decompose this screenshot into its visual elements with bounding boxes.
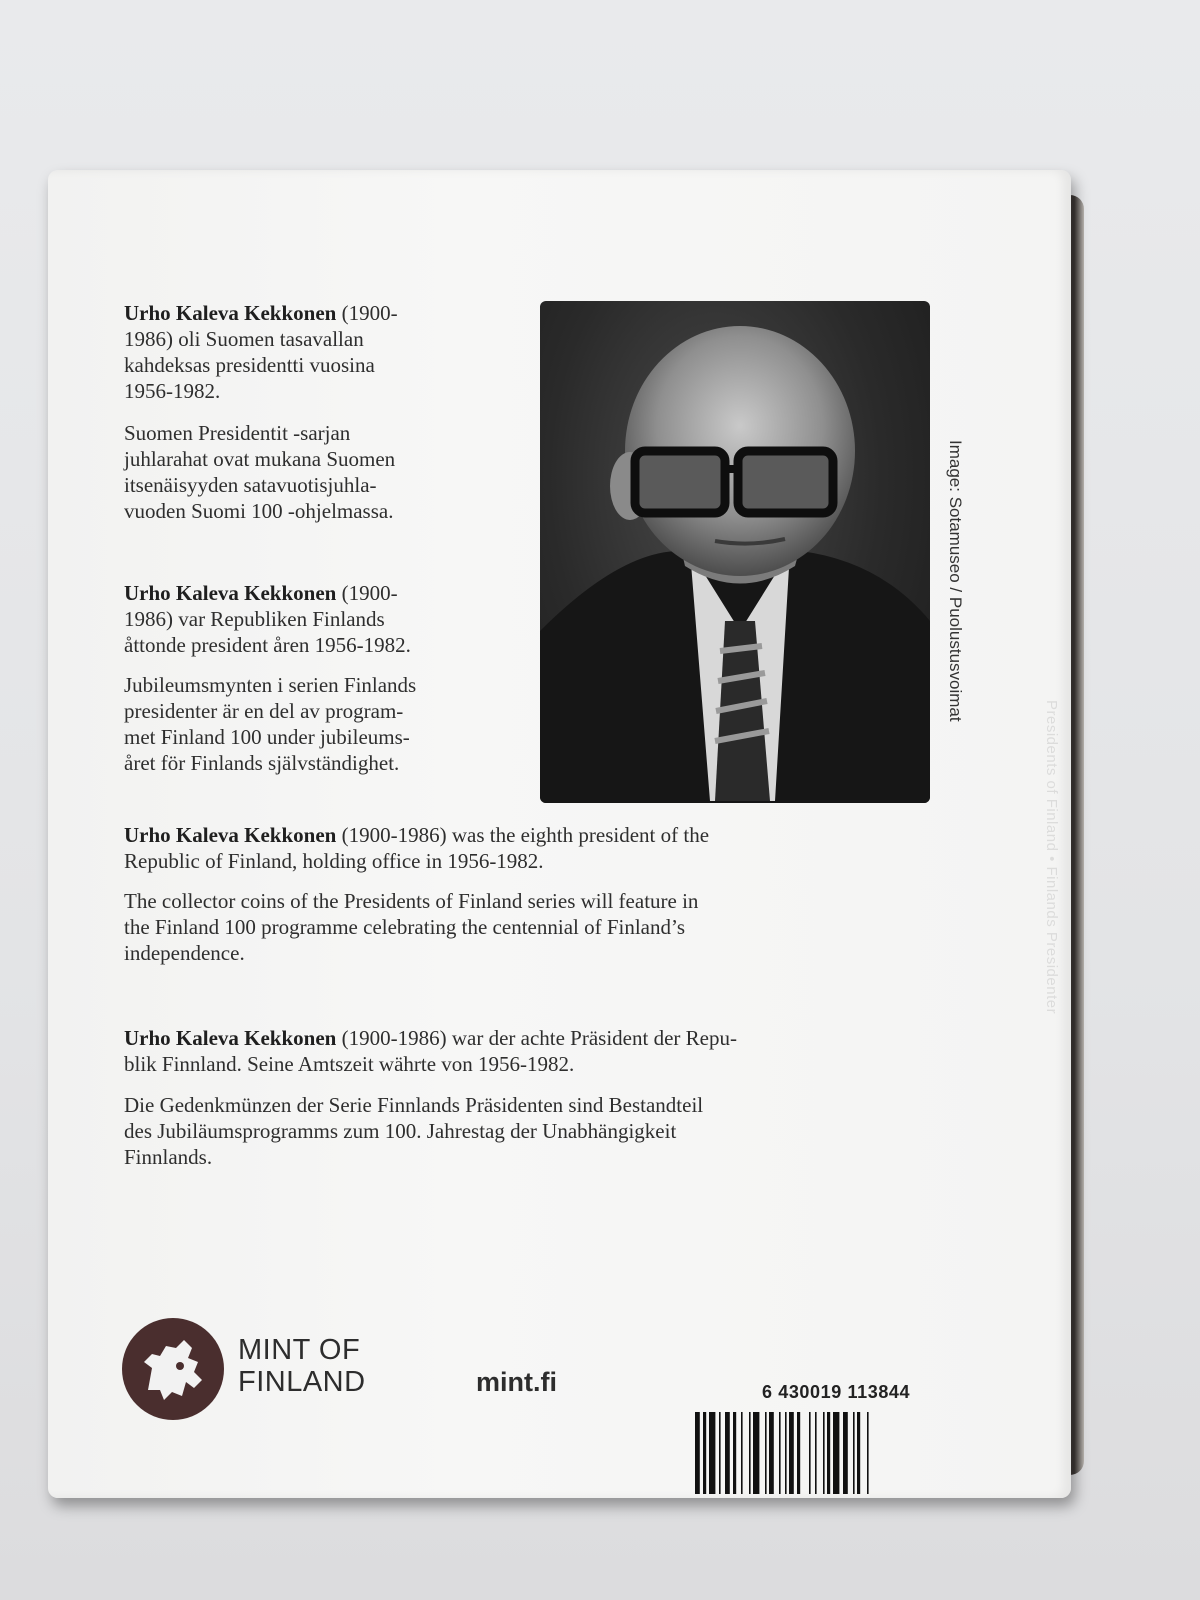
name-bold: Urho Kaleva Kekkonen (124, 301, 337, 325)
barcode-bar (815, 1412, 817, 1494)
text-finnish-intro: Urho Kaleva Kekkonen (1900- 1986) oli Suomen tasavallan kahdeksas presidentti vuosina 1956-1982. (124, 301, 398, 403)
mint-of-finland-wordmark: MINT OF FINLAND (238, 1334, 366, 1398)
barcode-bar (719, 1412, 721, 1494)
barcode-bar (769, 1412, 774, 1494)
photo-credit: Image: Sotamuseo / Puolustusvoimat (946, 440, 965, 722)
text-german-intro: Urho Kaleva Kekkonen (1900-1986) war der achte Präsident der Repu- blik Finnland. Seine Amtszeit währte von 1956-1982. (124, 1026, 737, 1076)
barcode-bar (741, 1412, 743, 1494)
barcode-bar (695, 1412, 700, 1494)
barcode-bar (785, 1412, 787, 1494)
barcode-bar (733, 1412, 736, 1494)
barcode-bar (765, 1412, 767, 1494)
barcode-bar (857, 1412, 860, 1494)
text-english-series: The collector coins of the Presidents of Finland series will feature in the Finland 100 programme celebrating the centennial of Finland’s independence. (124, 889, 699, 965)
text-swedish-intro: Urho Kaleva Kekkonen (1900- 1986) var Republiken Finlands åttonde president åren 1956-1982. (124, 581, 411, 657)
name-bold: Urho Kaleva Kekkonen (124, 823, 337, 847)
name-bold: Urho Kaleva Kekkonen (124, 1026, 337, 1050)
barcode-bar (827, 1412, 830, 1494)
mint-lion-logo-icon (122, 1318, 224, 1420)
barcode-bar (703, 1412, 706, 1494)
barcode-bar (867, 1412, 869, 1494)
spine-text: Presidents of Finland • Finlands Presidenter (1043, 700, 1060, 1015)
portrait-illustration (540, 301, 930, 803)
barcode-bar (779, 1412, 781, 1494)
barcode-bar (843, 1412, 848, 1494)
barcode (695, 1412, 945, 1494)
text-english-intro: Urho Kaleva Kekkonen (1900-1986) was the eighth president of the Republic of Finland, holding office in 1956-1982. (124, 823, 710, 873)
name-bold: Urho Kaleva Kekkonen (124, 581, 337, 605)
ean-number: 6 430019 113844 (762, 1382, 911, 1402)
barcode-bar (789, 1412, 794, 1494)
barcode-bar (833, 1412, 839, 1494)
barcode-bar (797, 1412, 800, 1494)
barcode-bar (749, 1412, 751, 1494)
portrait-photo (540, 301, 930, 803)
barcode-bar (725, 1412, 730, 1494)
barcode-bar (753, 1412, 759, 1494)
text-swedish-series: Jubileumsmynten i serien Finlands presidenter är en del av program- met Finland 100 under jubileums- året för Finlands självständighet. (124, 673, 417, 775)
text-german-series: Die Gedenkmünzen der Serie Finnlands Präsidenten sind Bestandteil des Jubiläumsprogramms zum 100. Jahrestag der Unabhängigkeit Finnlands. (124, 1093, 704, 1169)
barcode-bar (809, 1412, 811, 1494)
website-url: mint.fi (476, 1367, 557, 1397)
barcode-bar (853, 1412, 855, 1494)
text-finnish-series: Suomen Presidentit -sarjan juhlarahat ovat mukana Suomen itsenäisyyden satavuotisjuhla- vuoden Suomi 100 -ohjelmassa. (124, 421, 396, 523)
barcode-bar (823, 1412, 825, 1494)
barcode-bar (709, 1412, 715, 1494)
